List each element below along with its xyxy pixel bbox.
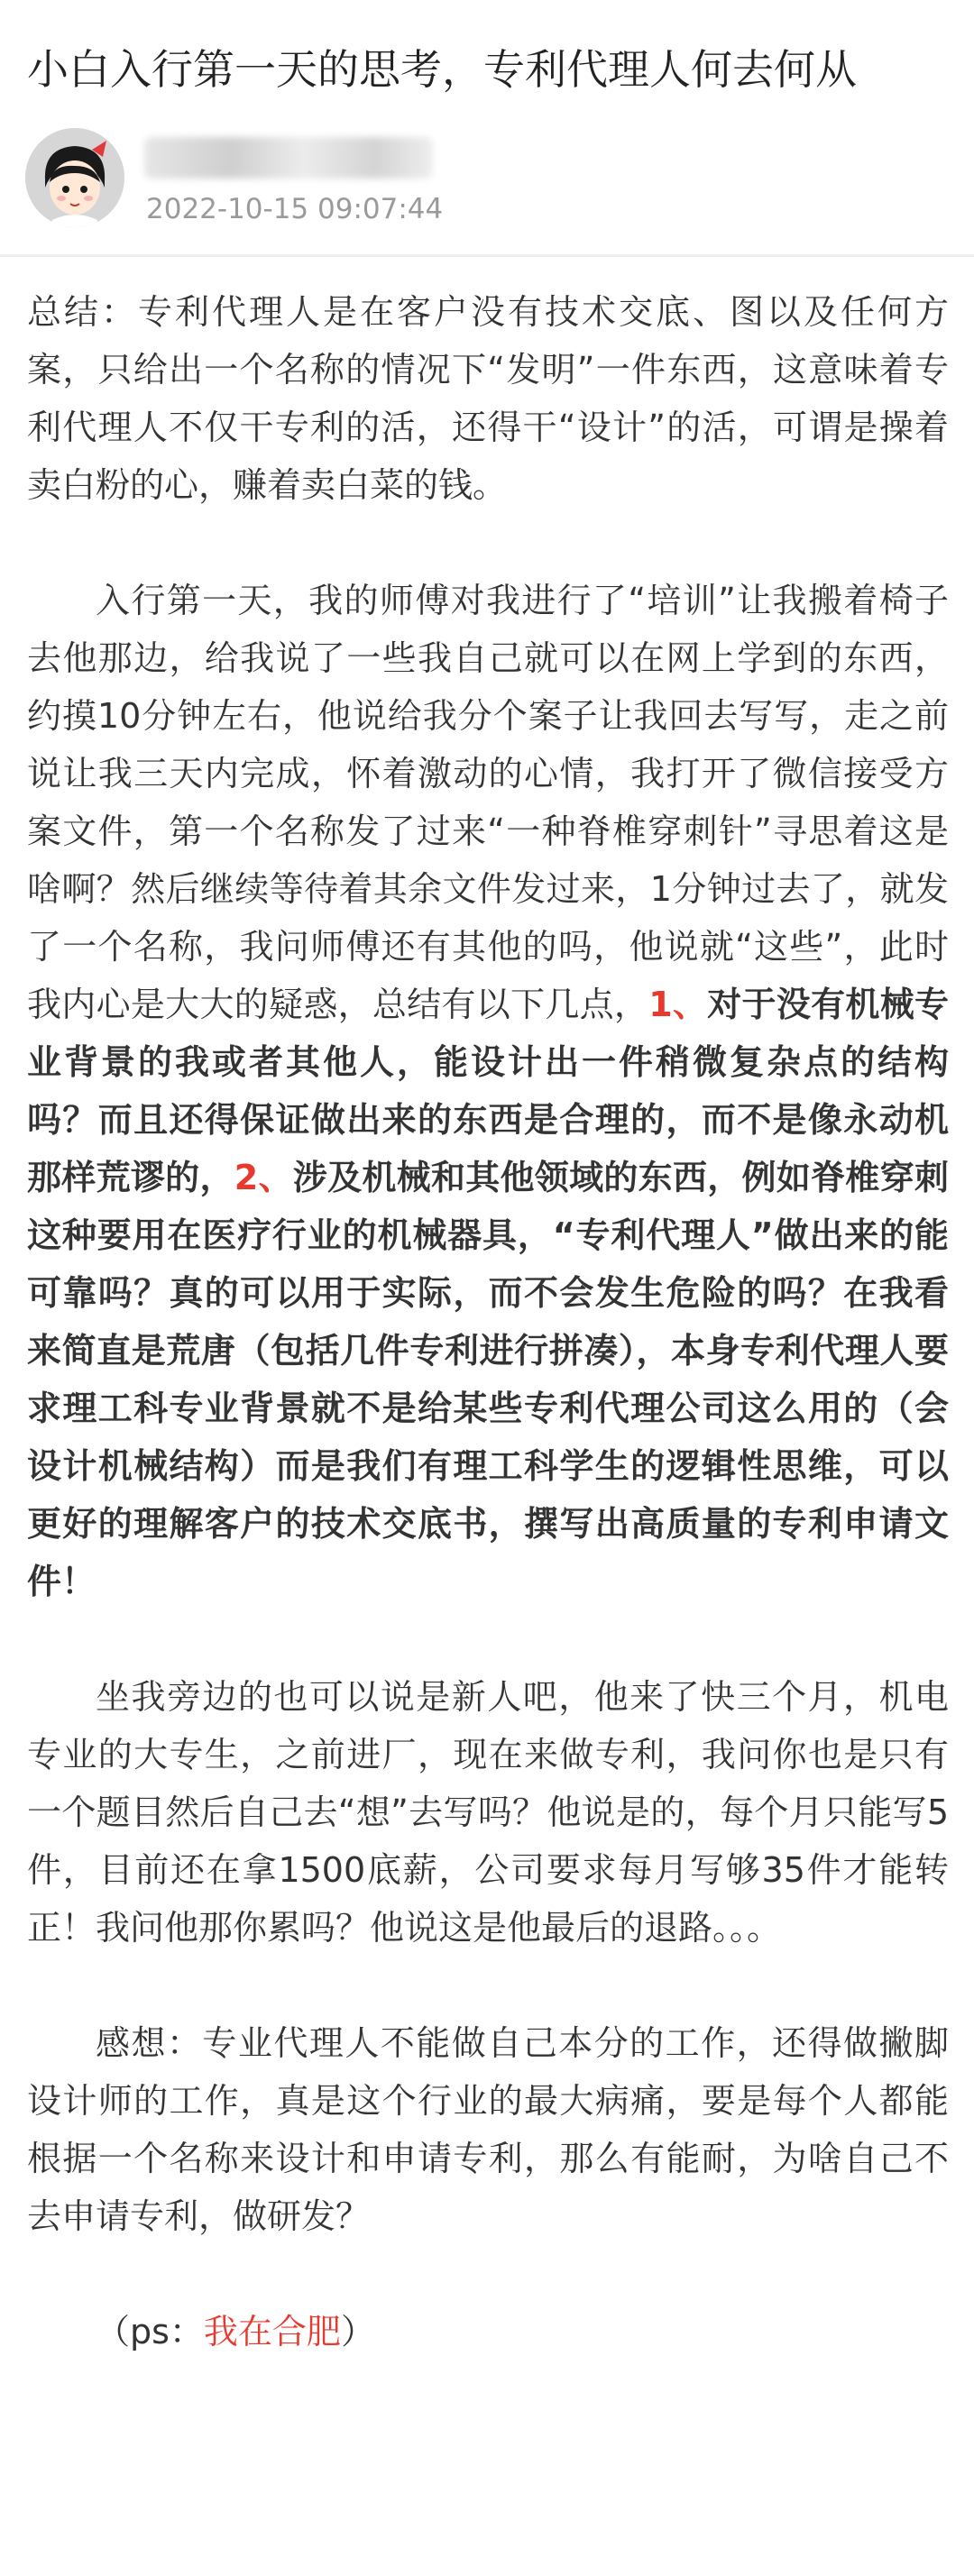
post-timestamp: 2022-10-15 09:07:44	[146, 193, 444, 225]
paragraph-reflection: 感想：专业代理人不能做自己本分的工作，还得做撇脚设计师的工作，真是这个行业的最大病痛，要是每个人都能根据一个名称来设计和申请专利，那么有能耐，为啥自己不去申请专利，做研发？	[27, 2023, 949, 2236]
point-number-2: 2、	[234, 1158, 293, 1197]
ps-location-line	[27, 2303, 949, 2361]
point-number-1: 1、	[648, 985, 708, 1024]
author-info	[25, 128, 949, 234]
cartoon-girl-avatar-icon	[25, 128, 124, 227]
location-link[interactable]: 我在合肥	[203, 2312, 341, 2351]
article-body	[27, 283, 949, 2361]
paragraph-first-day	[27, 572, 949, 1610]
paragraph-first-day-text: 入行第一天，我的师傅对我进行了“培训”让我搬着椅子去他那边，给我说了一些我自己就可以在网上学到的东西，约摸10分钟左右，他说给我分个案子让我回去写写，走之前说让我三天内完成，怀着激动的心情，我打开了微信接受方案文件，第一个名称发了过来“一种脊椎穿刺针”寻思着这是啥啊？然后继续等待着其余文件发过来，1分钟过去了，就发了一个名称，我问师傅还有其他的吗，他说就“这些”，此时我内心是大大的疑惑，总结有以下几点，	[27, 581, 949, 1024]
point-text-1: 对于没有机械专业背景的我或者其他人，能设计出一件稍微复杂点的结构吗？而且还得保证做出来的东西是合理的，而不是像永动机那样荒谬的，	[27, 985, 949, 1197]
author-avatar[interactable]	[25, 128, 124, 227]
point-text-2: 涉及机械和其他领域的东西，例如脊椎穿刺这种要用在医疗行业的机械器具，“专利代理人”做出来的能可靠吗？真的可以用于实际，而不会发生危险的吗？在我看来简直是荒唐（包括几件专利进行拼凑），本身专利代理人要求理工科专业背景就不是给某些专利代理公司这么用的（会设计机械结构）而是我们有理工科学生的逻辑性思维，可以更好的理解客户的技术交底书，撰写出高质量的专利申请文件！	[27, 1158, 949, 1601]
header-divider	[0, 254, 974, 257]
post-title: 小白入行第一天的思考，专利代理人何去何从	[27, 45, 857, 94]
ps-suffix: ）	[340, 2312, 375, 2351]
author-name-blurred[interactable]	[144, 137, 433, 179]
ps-prefix: （ps：	[96, 2312, 204, 2351]
paragraph-summary: 总结：专利代理人是在客户没有技术交底、图以及任何方案，只给出一个名称的情况下“发明”一件东西，这意味着专利代理人不仅干专利的活，还得干“设计”的活，可谓是操着卖白粉的心，赚着卖白菜的钱。	[27, 292, 949, 505]
paragraph-colleague: 坐我旁边的也可以说是新人吧，他来了快三个月，机电专业的大专生，之前进厂，现在来做专利，我问你也是只有一个题目然后自己去“想”去写吗？他说是的，每个月只能写5件，目前还在拿1500底薪，公司要求每月写够35件才能转正！我问他那你累吗？他说这是他最后的退路。。。	[27, 1677, 949, 1948]
